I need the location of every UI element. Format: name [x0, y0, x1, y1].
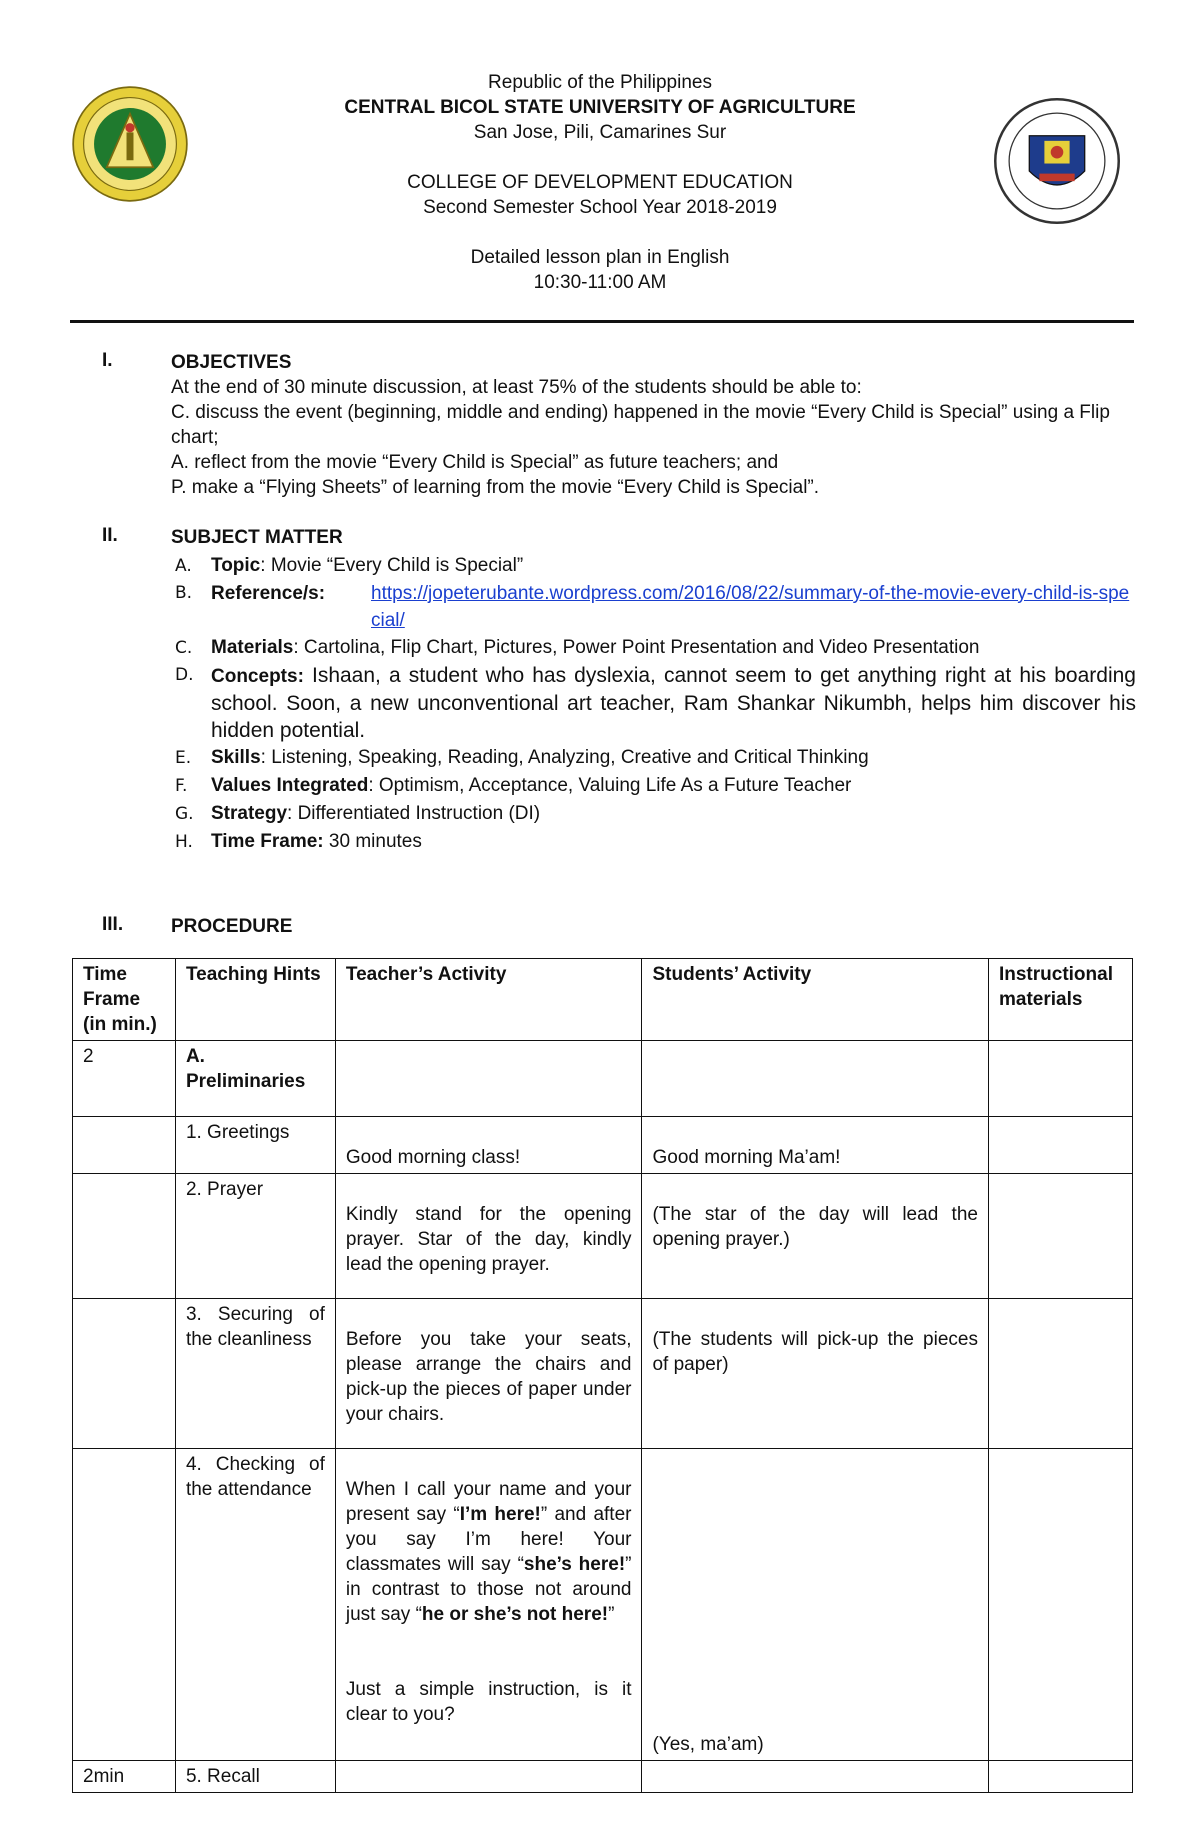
university-name: CENTRAL BICOL STATE UNIVERSITY OF AGRICULTURE [344, 97, 856, 118]
cell-hint: 5. Recall [175, 1761, 335, 1793]
subject-item-topic: A. Topic: Movie “Every Child is Special” [175, 555, 524, 576]
cell-time [73, 1299, 176, 1449]
subject-item-reference: B. Reference/s: https://jopeterubante.wordpress.com/2016/08/22/summary-of-the-movie-every-child-is-special/ [175, 580, 1136, 634]
objective-item: P. make a “Flying Sheets” of learning from the movie “Every Child is Special”. [171, 477, 820, 498]
subject-matter-title: SUBJECT MATTER [171, 527, 343, 548]
cell-materials [988, 1299, 1132, 1449]
university-address: San Jose, Pili, Camarines Sur [473, 122, 727, 143]
college-seal-icon [994, 98, 1120, 224]
cell-student: (Yes, ma’am) [642, 1449, 989, 1761]
cell-hint: 3. Securing of the cleanliness [175, 1299, 335, 1449]
subject-matter-section [171, 525, 1136, 856]
objectives-intro: At the end of 30 minute discussion, at least 75% of the students should be able to: [171, 377, 862, 398]
reference-link[interactable]: https://jopeterubante.wordpress.com/2016/08/22/summary-of-the-movie-every-child-is-special/ [371, 583, 1130, 631]
cell-hint: A. Preliminaries [175, 1041, 335, 1117]
table-row [73, 1761, 1133, 1793]
table-row [73, 1299, 1133, 1449]
subject-item-materials: C. Materials: Cartolina, Flip Chart, Pictures, Power Point Presentation and Video Presentation [175, 637, 980, 658]
cell-hint: 1. Greetings [175, 1117, 335, 1174]
table-row [73, 1449, 1133, 1761]
cell-hint: 4. Checking of the attendance [175, 1449, 335, 1761]
cell-materials [988, 1117, 1132, 1174]
procedure-table [72, 958, 1133, 1793]
table-row [73, 1174, 1133, 1299]
cell-teacher: Kindly stand for the opening prayer. Star of the day, kindly lead the opening prayer. [335, 1174, 642, 1299]
cell-teacher: Before you take your seats, please arrange the chairs and pick-up the pieces of paper under your chairs. [335, 1299, 642, 1449]
subject-matter-numeral: II. [102, 525, 118, 546]
university-seal-icon [72, 86, 188, 202]
header-teaching-hints: Teaching Hints [175, 959, 335, 1041]
procedure-numeral: III. [102, 914, 124, 935]
objective-item: C. discuss the event (beginning, middle and ending) happened in the movie “Every Child is Special” using a Flip chart; [171, 402, 1110, 448]
republic-line: Republic of the Philippines [488, 72, 712, 93]
objectives-section [171, 350, 1136, 500]
cell-time: 2 [73, 1041, 176, 1117]
cell-teacher: Good morning class! [335, 1117, 642, 1174]
cell-hint: 2. Prayer [175, 1174, 335, 1299]
table-row [73, 1117, 1133, 1174]
objectives-title: OBJECTIVES [171, 352, 292, 373]
subject-item-time-frame: H. Time Frame: 30 minutes [175, 831, 422, 852]
objectives-numeral: I. [102, 350, 113, 371]
cell-time: 2min [73, 1761, 176, 1793]
subject-item-values: F. Values Integrated: Optimism, Acceptance, Valuing Life As a Future Teacher [175, 775, 852, 796]
cell-student [642, 1041, 989, 1117]
cell-materials [988, 1449, 1132, 1761]
table-row [73, 1041, 1133, 1117]
header-students-activity: Students’ Activity [642, 959, 989, 1041]
header-time-frame: Time Frame (in min.) [73, 959, 176, 1041]
cell-teacher [335, 1449, 642, 1761]
cell-student [642, 1761, 989, 1793]
cell-student: Good morning Ma’am! [642, 1117, 989, 1174]
semester-line: Second Semester School Year 2018-2019 [423, 197, 777, 218]
header-teachers-activity: Teacher’s Activity [335, 959, 642, 1041]
cell-time [73, 1449, 176, 1761]
cell-teacher [335, 1041, 642, 1117]
cell-materials [988, 1174, 1132, 1299]
cell-student: (The star of the day will lead the opening prayer.) [642, 1174, 989, 1299]
cell-materials [988, 1761, 1132, 1793]
cell-student: (The students will pick-up the pieces of paper) [642, 1299, 989, 1449]
document-header [200, 70, 1000, 295]
table-header-row [73, 959, 1133, 1041]
plan-title: Detailed lesson plan in English [470, 247, 730, 268]
cell-time [73, 1117, 176, 1174]
cell-materials [988, 1041, 1132, 1117]
plan-time: 10:30-11:00 AM [533, 272, 667, 293]
cell-time [73, 1174, 176, 1299]
objective-item: A. reflect from the movie “Every Child is Special” as future teachers; and [171, 452, 779, 473]
header-instructional-materials: Instructional materials [988, 959, 1132, 1041]
attendance-instructions: When I call your name and your present say “I’m here!” and after you say I’m here! Your classmates will say “she’s here!” in contrast to those not around just say “he or she’s not here!” [345, 1479, 632, 1625]
cell-teacher [335, 1761, 642, 1793]
subject-item-skills: E. Skills: Listening, Speaking, Reading, Analyzing, Creative and Critical Thinking [175, 747, 869, 768]
header-divider [70, 320, 1134, 323]
subject-item-strategy: G. Strategy: Differentiated Instruction (DI) [175, 803, 541, 824]
subject-item-concepts: D. Concepts: Ishaan, a student who has dyslexia, cannot seem to get anything right at his boarding school. Soon, a new unconventional art teacher, Ram Shankar Nikumbh, helps him discover his hidden potential. [175, 664, 1136, 742]
procedure-title: PROCEDURE [171, 916, 293, 937]
clarity-question: Just a simple instruction, is it clear to you? [345, 1679, 632, 1725]
college-name: COLLEGE OF DEVELOPMENT EDUCATION [407, 172, 793, 193]
